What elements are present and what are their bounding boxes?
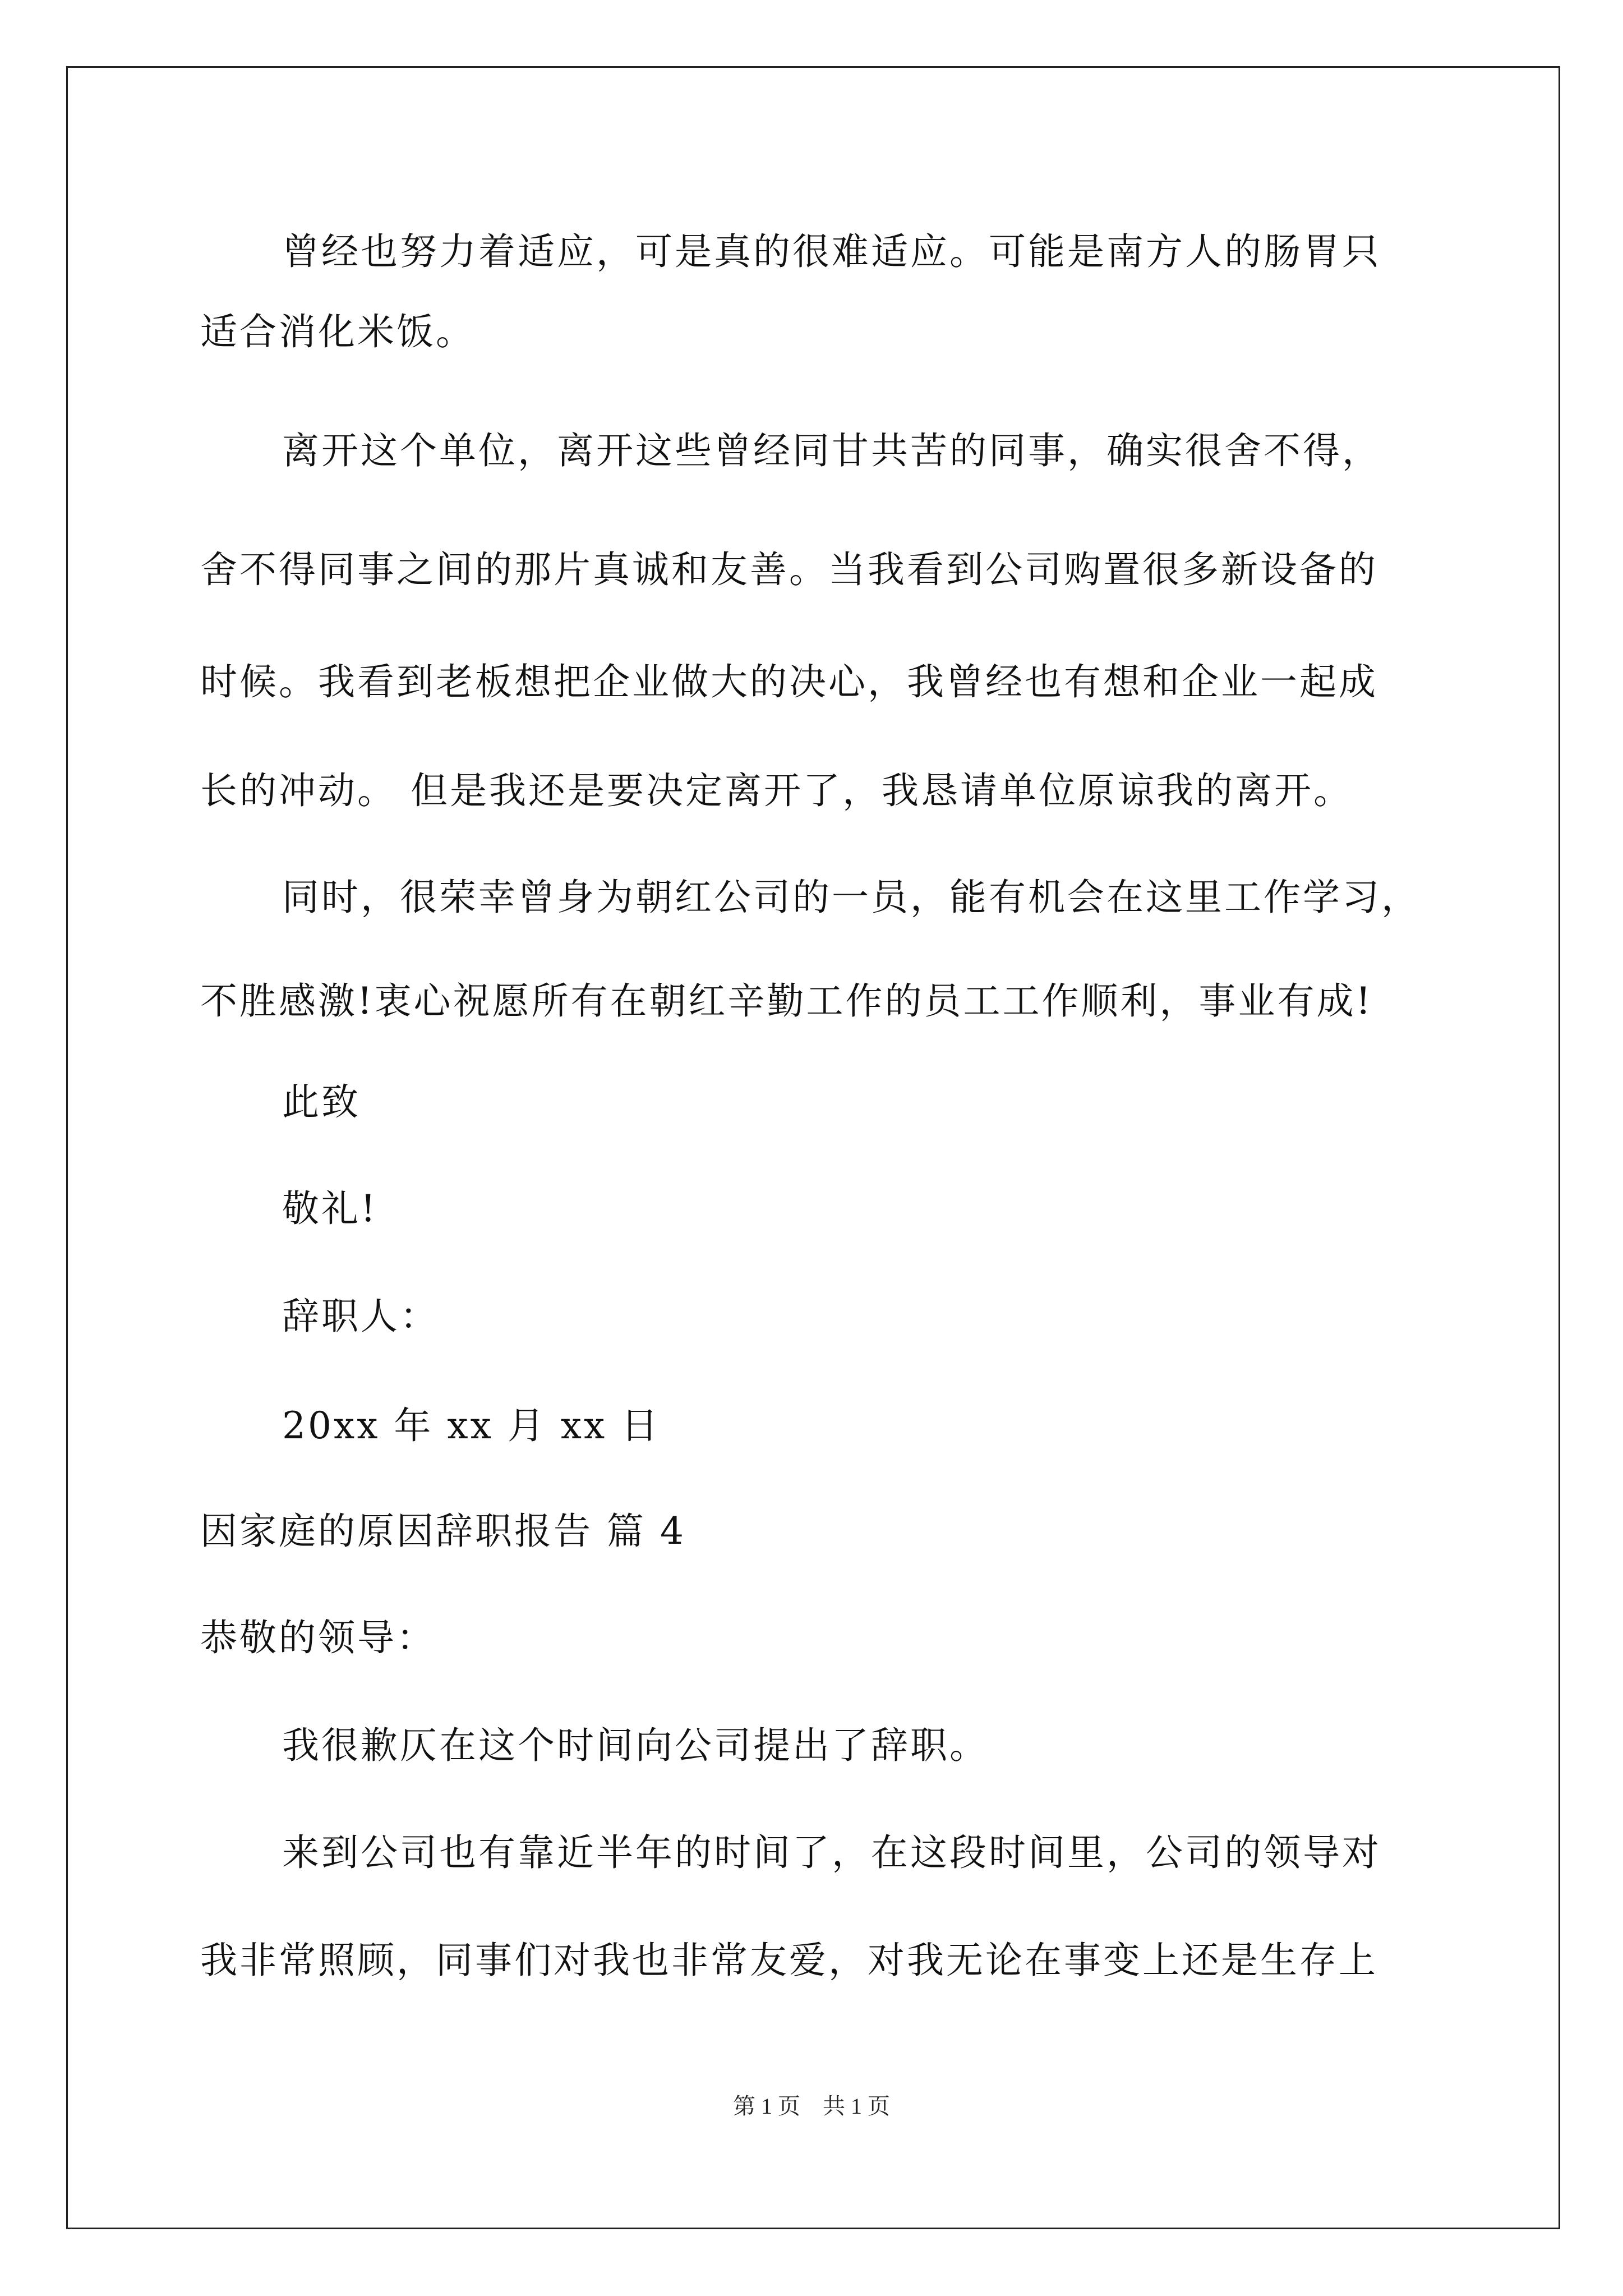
section-title: 因家庭的原因辞职报告 篇 4: [200, 1510, 686, 1553]
page-border: [66, 66, 1560, 2229]
paragraph-line: 来到公司也有靠近半年的时间了，在这段时间里，公司的领导对: [282, 1831, 1381, 1874]
page-footer: 第 1 页 共 1 页: [733, 2093, 890, 2119]
paragraph-line: 离开这个单位，离开这些曾经同甘共苦的同事，确实很舍不得，: [282, 429, 1381, 472]
paragraph-line: 舍不得同事之间的那片真诚和友善。当我看到公司购置很多新设备的: [200, 548, 1378, 591]
paragraph-line: 曾经也努力着适应，可是真的很难适应。可能是南方人的肠胃只: [282, 230, 1381, 273]
paragraph-line: 时候。我看到老板想把企业做大的决心，我曾经也有想和企业一起成: [200, 660, 1378, 703]
paragraph-line: 我很歉仄在这个时间向公司提出了辞职。: [282, 1724, 989, 1767]
date-line: 20xx 年 xx 月 xx 日: [282, 1404, 661, 1447]
closing-line: 此致: [282, 1080, 361, 1124]
paragraph-line: 适合消化米饭。: [200, 310, 475, 353]
signature-label: 辞职人：: [282, 1295, 439, 1338]
closing-line: 敬礼!: [282, 1187, 378, 1230]
paragraph-line: 长的冲动。 但是我还是要决定离开了，我恳请单位原谅我的离开。: [200, 769, 1353, 812]
paragraph-line: 不胜感激!衷心祝愿所有在朝红辛勤工作的员工工作顺利，事业有成!: [200, 979, 1373, 1023]
paragraph-line: 同时，很荣幸曾身为朝红公司的一员，能有机会在这里工作学习，: [282, 876, 1421, 919]
paragraph-line: 我非常照顾，同事们对我也非常友爱，对我无论在事变上还是生存上: [200, 1939, 1378, 1982]
salutation: 恭敬的领导：: [200, 1616, 436, 1659]
